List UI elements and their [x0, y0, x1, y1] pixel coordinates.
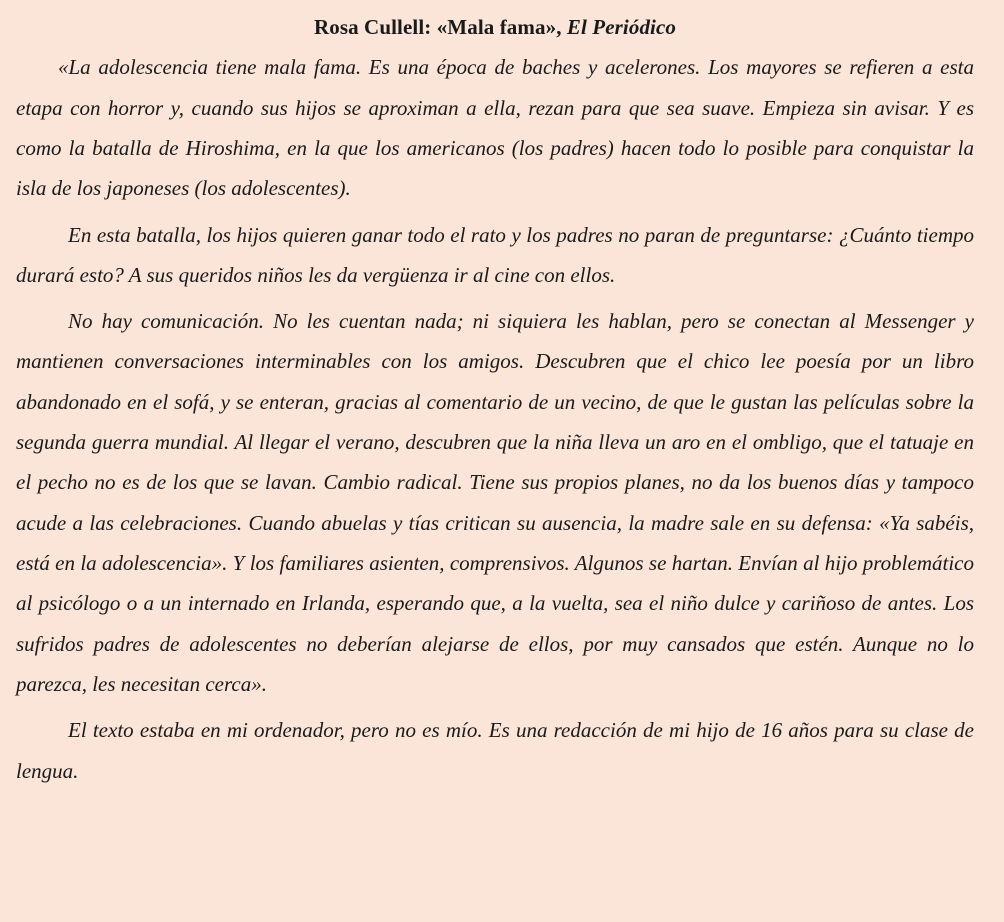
title-author-headline: Rosa Cullell: «Mala fama»,	[313, 15, 567, 39]
title-source: El Periódico	[566, 15, 677, 39]
paragraph-2: En esta batalla, los hijos quieren ganar todo el rato y los padres no paran de preguntarse: ¿Cuánto tiempo durará esto? A sus queridos niños les da vergüenza ir al cine con ellos.	[16, 222, 974, 287]
paragraph-1: «La adolescencia tiene mala fama. Es una época de baches y acelerones. Los mayores se refieren a esta etapa con horror y, cuando sus hijos se aproximan a ella, rezan para que sea suave. Empieza sin avisar. Y es como la batalla de Hiroshima, en la que los americanos (los padres) hacen todo lo posible para conquistar la isla de los japoneses (los adolescentes).	[16, 55, 974, 201]
page-title	[16, 14, 974, 41]
paragraph-3: No hay comunicación. No les cuentan nada; ni siquiera les hablan, pero se conectan al Messenger y mantienen conversaciones interminables con los amigos. Descubren que el chico lee poesía por un libro abandonado en el sofá, y se enteran, gracias al comentario de un vecino, de que le gustan las películas sobre la segunda guerra mundial. Al llegar el verano, descubren que la niña lleva un aro en el ombligo, que el tatuaje en el pecho no es de los que se lavan. Cambio radical. Tiene sus propios planes, no da los buenos días y tampoco acude a las celebraciones. Cuando abuelas y tías critican su ausencia, la madre sale en su defensa: «Ya sabéis, está en la adolescencia». Y los familiares asienten, comprensivos. Algunos se hartan. Envían al hijo problemático al psicólogo o a un internado en Irlanda, esperando que, a la vuelta, sea el niño dulce y cariñoso de antes. Los sufridos padres de adolescentes no deberían alejarse de ellos, por muy cansados que estén. Aunque no lo parezca, les necesitan cerca».	[16, 309, 974, 696]
paragraph-4: El texto estaba en mi ordenador, pero no es mío. Es una redacción de mi hijo de 16 años para su clase de lengua.	[16, 718, 974, 783]
